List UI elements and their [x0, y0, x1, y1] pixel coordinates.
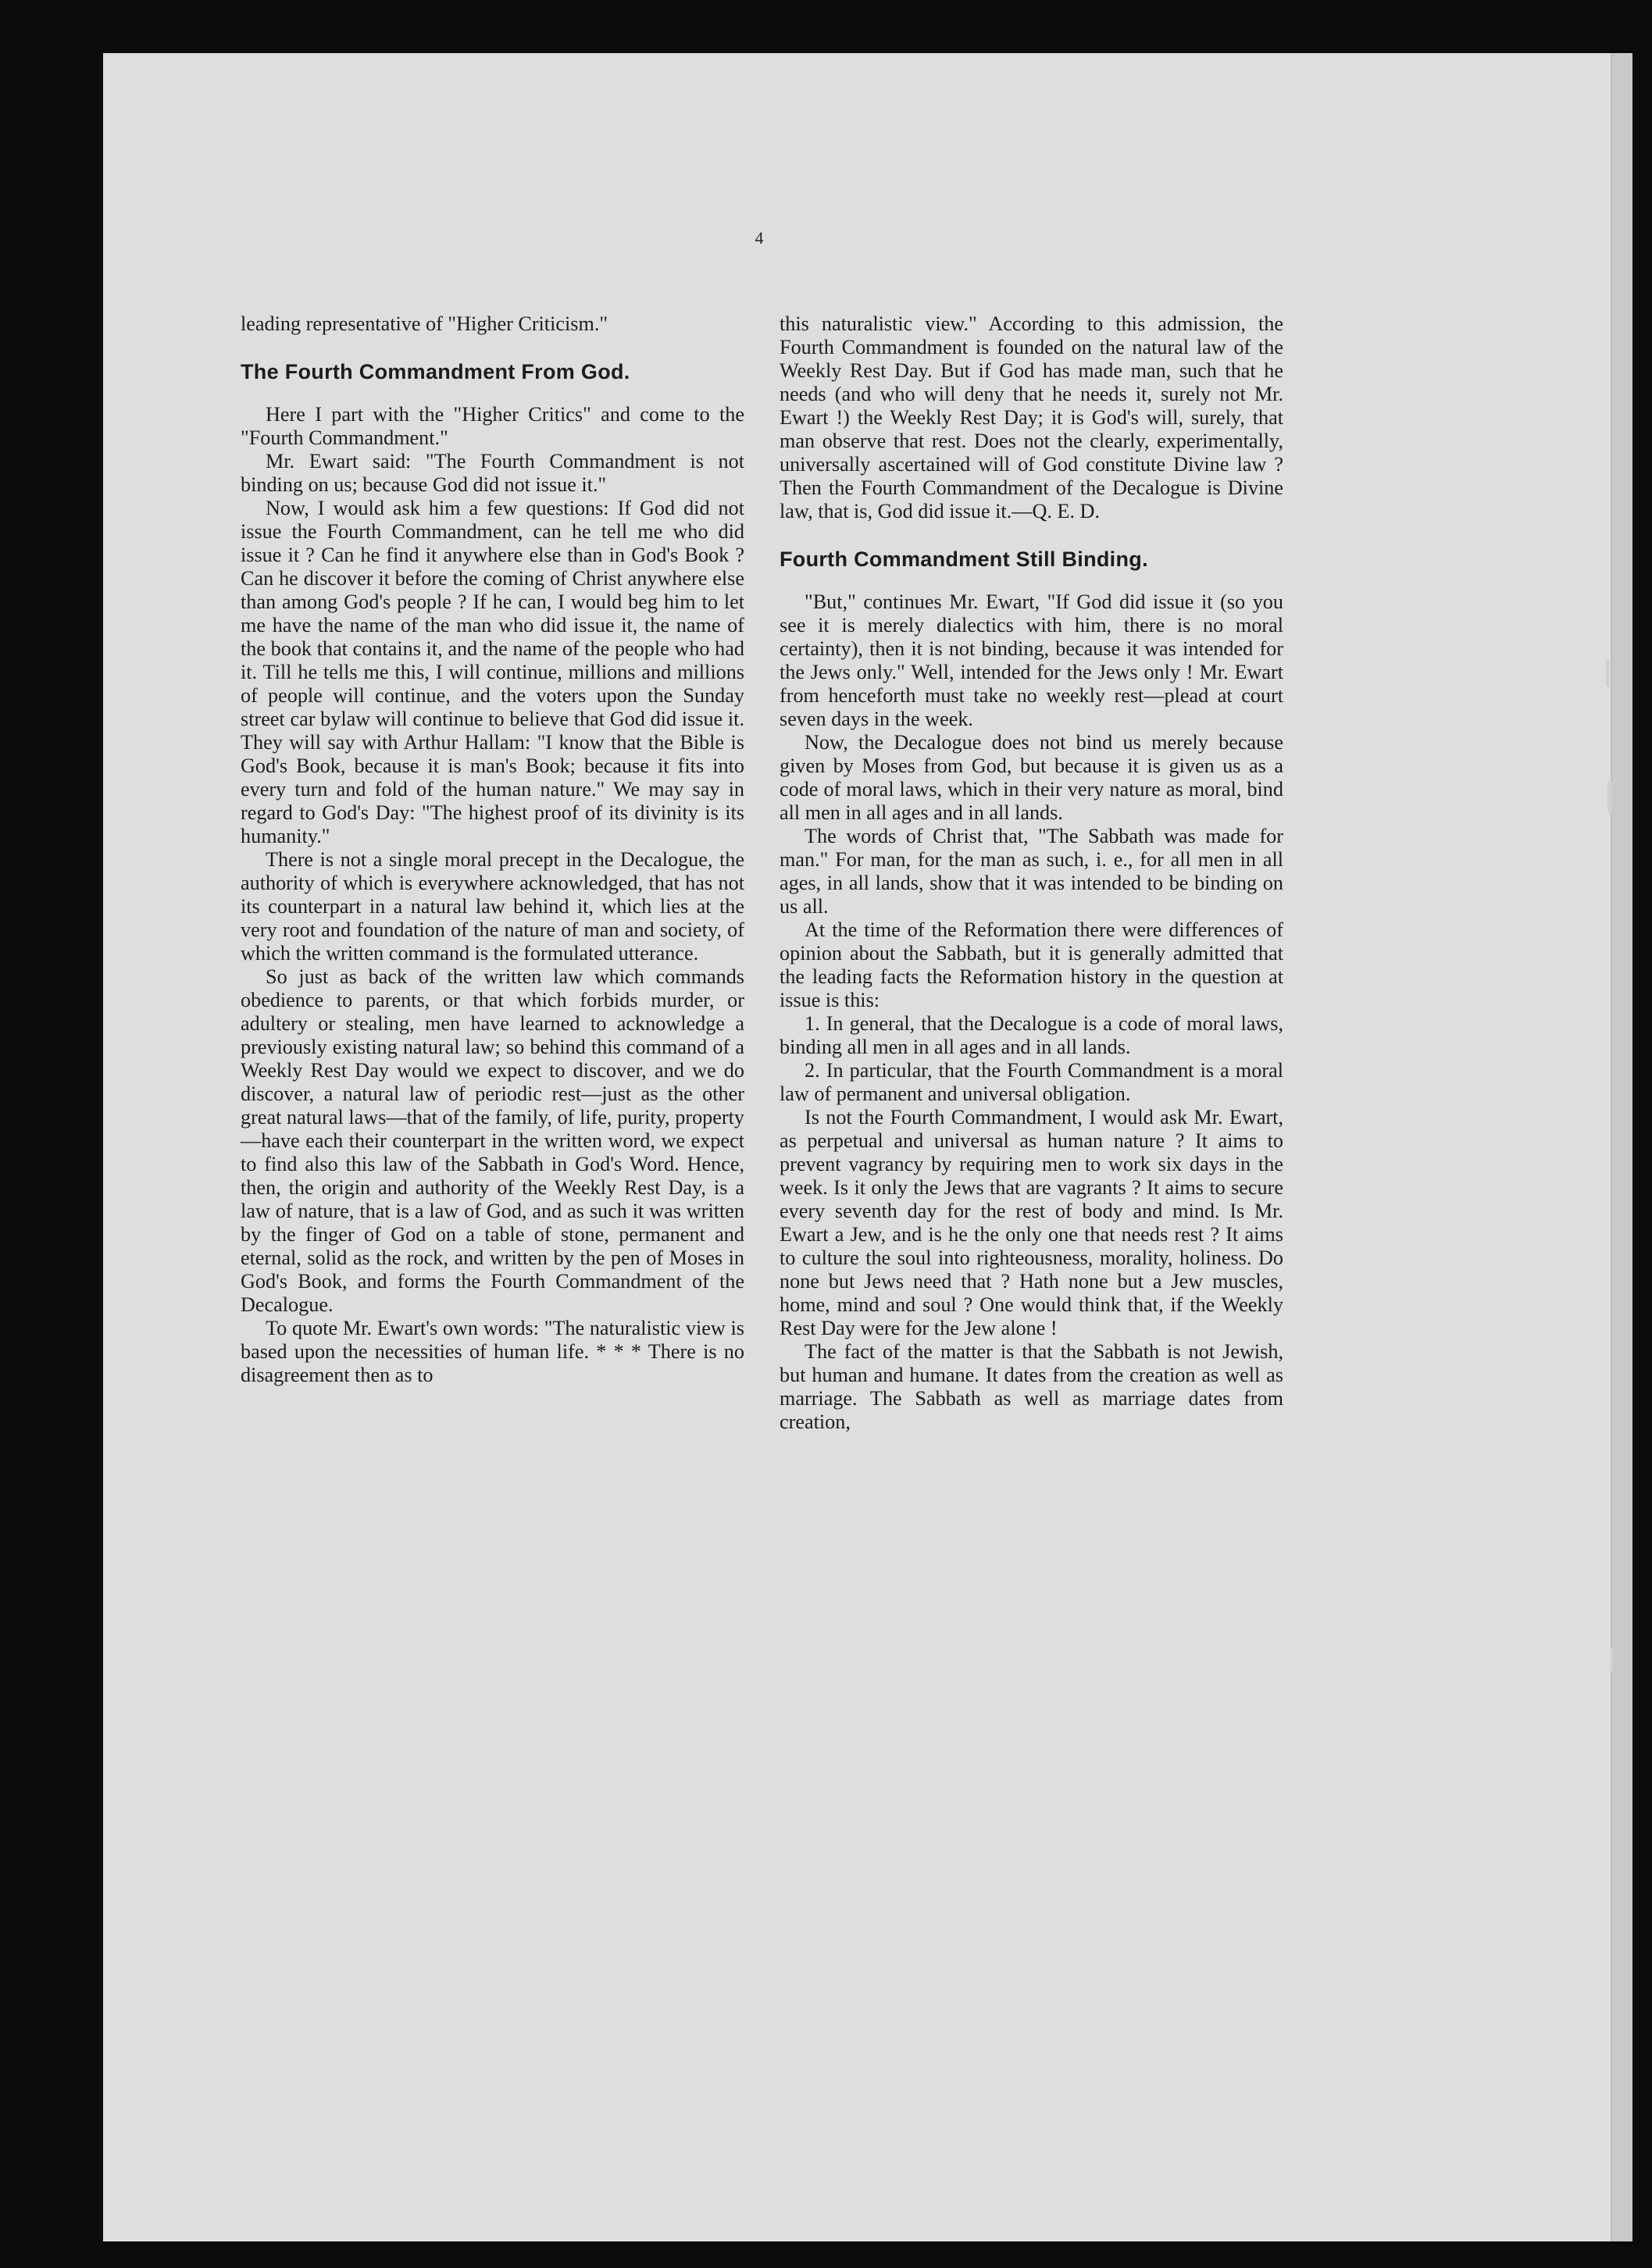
paragraph: There is not a single moral precept in the Decalogue, the authority of which is everywhere acknowledged, that has not its counterpart in a natural law behind it, which lies at the very root and foundation of the nature of man and society, of which the written command is the formulated utterance.: [241, 848, 744, 965]
paragraph: 2. In particular, that the Fourth Commandment is a moral law of permanent and universal obligation.: [780, 1059, 1283, 1105]
left-column: [241, 312, 744, 1387]
paragraph: The fact of the matter is that the Sabbath is not Jewish, but human and humane. It dates from the creation as well as marriage. The Sabbath as well as marriage dates from creation,: [780, 1340, 1283, 1433]
paragraph: At the time of the Reformation there were differences of opinion about the Sabbath, but it is generally admitted that the leading facts the Reformation history in the question at issue is this:: [780, 918, 1283, 1011]
left-section-heading: The Fourth Commandment From God.: [241, 360, 630, 383]
right-intro: this naturalistic view." According to this admission, the Fourth Commandment is founded on the natural law of the Weekly Rest Day. But if God has made man, such that he needs (and who will deny that he needs it, surely not Mr. Ewart !) the Weekly Rest Day; it is God's will, surely, that man observe that rest. Does not the clearly, experimentally, universally ascertained will of God constitute Divine law ? Then the Fourth Commandment of the Decalogue is Divine law, that is, God did issue it.—Q. E. D.: [780, 312, 1283, 522]
paragraph: So just as back of the written law which commands obedience to parents, or that which forbids murder, or adultery or stealing, men have learned to acknowledge a previously existing natural law; so behind this command of a Weekly Rest Day would we expect to discover, and we do discover, a natural law of periodic rest—just as the other great natural laws—that of the family, of life, purity, property—have each their counterpart in the written word, we expect to find also this law of the Sabbath in God's Word. Hence, then, the origin and authority of the Weekly Rest Day, is a law of nature, that is a law of God, and as such it was written by the finger of God on a table of stone, permanent and eternal, solid as the rock, and written by the pen of Moses in God's Book, and forms the Fourth Commandment of the Decalogue.: [241, 965, 744, 1316]
paragraph: 1. In general, that the Decalogue is a code of moral laws, binding all men in all ages and in all lands.: [780, 1012, 1283, 1058]
scan-mark: [1611, 1648, 1614, 1671]
page-edge: [1611, 53, 1632, 2241]
paragraph: Now, I would ask him a few questions: If God did not issue the Fourth Commandment, can he tell me who did issue it ? Can he find it anywhere else than in God's Book ? Can he discover it before the coming of Christ anywhere else than among God's people ? If he can, I would beg him to let me have the name of the man who did issue it, the name of the book that contains it, and the name of the people who had it. Till he tells me this, I will continue, millions and millions of people will continue, and the voters upon the Sunday street car bylaw will continue to believe that God did issue it. They will say with Arthur Hallam: "I know that the Bible is God's Book, because it is man's Book; because it fits into every turn and fold of the human nature." We may say in regard to God's Day: "The highest proof of its divinity is its humanity.": [241, 497, 744, 847]
paragraph: Is not the Fourth Commandment, I would ask Mr. Ewart, as perpetual and universal as human nature ? It aims to prevent vagrancy by requiring men to work six days in the week. Is it only the Jews that are vagrants ? It aims to secure every seventh day for the rest of body and mind. Is Mr. Ewart a Jew, and is he the only one that needs rest ? It aims to culture the soul into righteousness, morality, holiness. Do none but Jews need that ? Hath none but a Jew muscles, home, mind and soul ? One would think that, if the Weekly Rest Day were for the Jew alone !: [780, 1106, 1283, 1339]
left-intro: leading representative of "Higher Criticism.": [241, 312, 608, 335]
paragraph: "But," continues Mr. Ewart, "If God did issue it (so you see it is merely dialectics with him, there is no moral certainty), then it is not binding, because it was intended for the Jews only." Well, intended for the Jews only ! Mr. Ewart from henceforth must take no weekly rest—plead at court seven days in the week.: [780, 590, 1283, 730]
paragraph: To quote Mr. Ewart's own words: "The naturalistic view is based upon the necessities of human life. * * * There is no disagreement then as to: [241, 1317, 744, 1386]
paragraph: Here I part with the "Higher Critics" and come to the "Fourth Commandment.": [241, 403, 744, 449]
right-section-heading: Fourth Commandment Still Binding.: [780, 547, 1148, 571]
right-column: [780, 312, 1283, 1434]
paragraph: The words of Christ that, "The Sabbath was made for man." For man, for the man as such, i. e., for all men in all ages, in all lands, show that it was intended to be binding on us all.: [780, 825, 1283, 918]
paragraph: Now, the Decalogue does not bind us merely because given by Moses from God, but because it is given us as a code of moral laws, which in their very nature as moral, bind all men in all ages and in all lands.: [780, 731, 1283, 824]
paragraph: Mr. Ewart said: "The Fourth Commandment is not binding on us; because God did not issue it.": [241, 450, 744, 496]
scan-mark: [1606, 660, 1609, 686]
page-number: 4: [755, 228, 764, 248]
scan-mark: [1607, 781, 1612, 812]
